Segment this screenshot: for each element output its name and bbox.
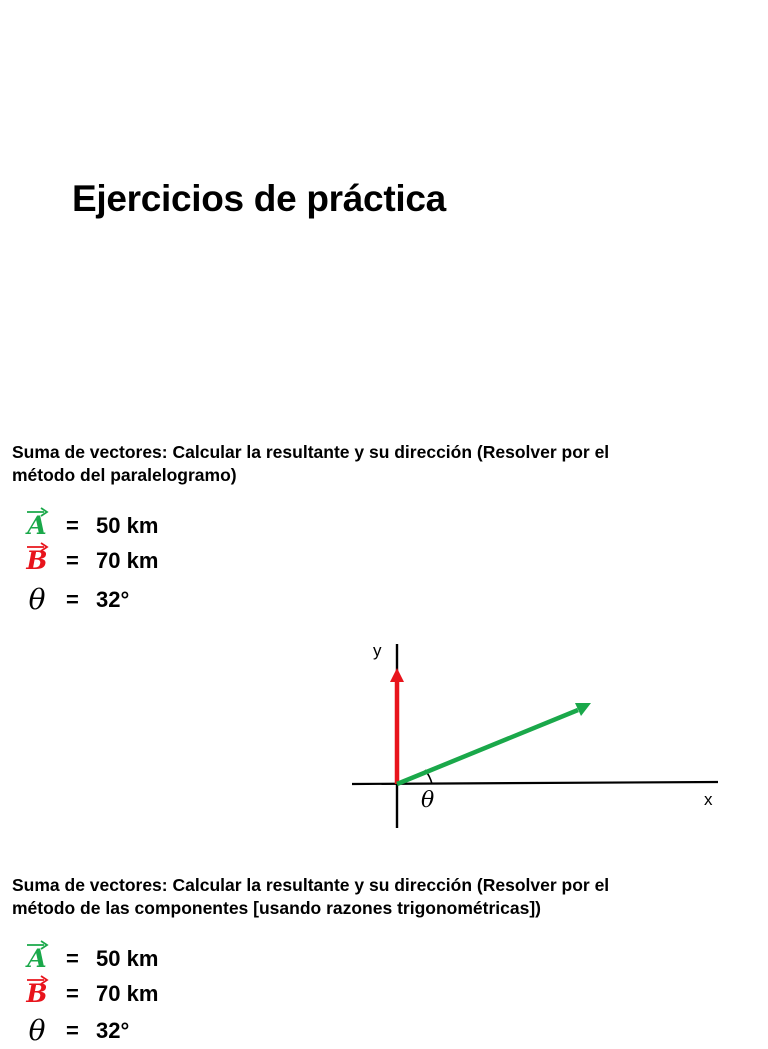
exercise-1-var-a — [22, 508, 322, 544]
exercise-2-var-b — [22, 976, 322, 1012]
exercise-2-var-a — [22, 941, 322, 977]
vector-b-letter: B — [26, 979, 48, 1008]
page-title: Ejercicios de práctica — [72, 178, 446, 219]
vector-a-letter: A — [27, 511, 47, 540]
vector-b-symbol — [22, 976, 52, 1012]
exercise-2-statement — [12, 874, 712, 920]
exercise-1-var-theta — [22, 582, 322, 618]
vector-a-symbol — [22, 941, 52, 977]
vector-arrow-icon — [25, 974, 49, 986]
equals-sign: = — [66, 513, 79, 538]
theta-symbol: θ — [28, 583, 46, 616]
vector-b-letter: B — [26, 546, 48, 575]
theta-value: 32° — [96, 587, 130, 612]
vector-a-value: 50 km — [96, 513, 159, 538]
vector-b-value: 70 km — [96, 548, 159, 573]
vector-arrow-icon — [25, 541, 49, 553]
angle-label: θ — [421, 788, 435, 813]
exercise-1-statement — [12, 441, 712, 487]
y-axis-label: y — [373, 641, 382, 660]
exercise-1-var-b — [22, 543, 322, 579]
theta-value: 32° — [96, 1018, 130, 1043]
exercise-1-line-2: método del paralelogramo) — [12, 465, 237, 485]
vector-a-symbol — [22, 508, 52, 544]
x-axis-label: x — [704, 790, 713, 809]
vector-a-arrow — [397, 710, 578, 784]
equals-sign: = — [66, 1018, 79, 1043]
vector-a-letter: A — [27, 944, 47, 973]
exercise-1-line-1: Suma de vectores: Calcular la resultante y su dirección (Resolver por el — [12, 442, 610, 462]
vector-b-symbol — [22, 543, 52, 579]
equals-sign: = — [66, 946, 79, 971]
vector-a-value: 50 km — [96, 946, 159, 971]
theta-symbol: θ — [28, 1014, 46, 1047]
exercise-2-var-theta — [22, 1013, 322, 1049]
equals-sign: = — [66, 548, 79, 573]
exercise-2-line-2: método de las componentes [usando razones trigonométricas]) — [12, 898, 541, 918]
equals-sign: = — [66, 981, 79, 1006]
vector-diagram — [340, 630, 730, 835]
vector-arrow-icon — [25, 506, 49, 518]
equals-sign: = — [66, 587, 79, 612]
vector-arrow-icon — [25, 939, 49, 951]
exercise-2-line-1: Suma de vectores: Calcular la resultante y su dirección (Resolver por el — [12, 875, 610, 895]
vector-b-value: 70 km — [96, 981, 159, 1006]
vector-b-arrowhead — [390, 668, 404, 682]
